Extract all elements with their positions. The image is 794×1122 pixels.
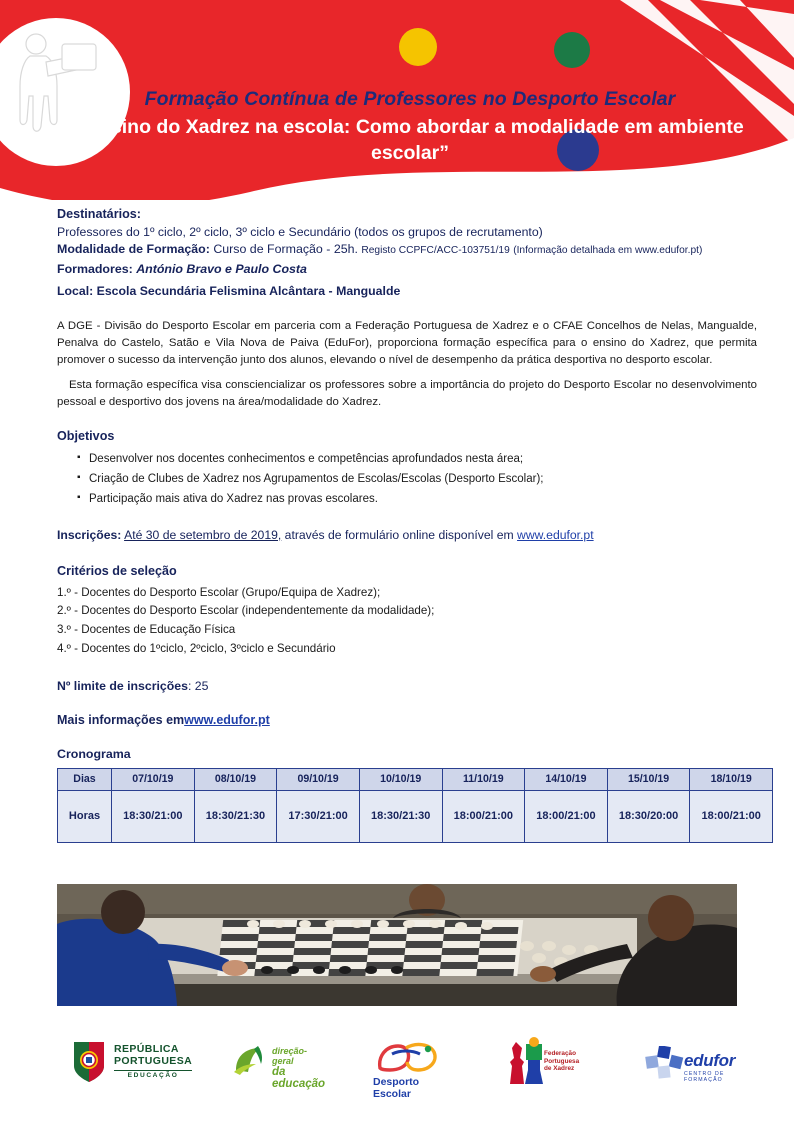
logo-edufor [644, 1046, 736, 1085]
logo-line: da educação [272, 1066, 326, 1090]
table-header-date: 10/10/19 [359, 768, 442, 790]
logo-line: de Xadrez [544, 1065, 575, 1073]
modalidade-label: Modalidade de Formação: [57, 241, 210, 256]
local-row [57, 284, 757, 298]
criterios-list [57, 584, 757, 659]
table-header-date: 18/10/19 [690, 768, 773, 790]
chess-tournament-photo [57, 884, 737, 1006]
document-body [57, 207, 761, 843]
cronograma-table [57, 768, 773, 843]
table-cell-hours: 18:00/21:00 [690, 790, 773, 842]
limite-value: : 25 [187, 678, 209, 693]
logo-direcao-geral-educacao [232, 1044, 326, 1090]
table-cell-hours: 18:30/21:00 [112, 790, 195, 842]
logo-line: EDUCAÇÃO [127, 1072, 179, 1079]
local-label: Local: [57, 283, 94, 298]
modalidade-value: Curso de Formação - 25h. [213, 241, 358, 256]
inscricoes-link[interactable]: www.edufor.pt [517, 527, 594, 542]
title-line-2: “Ensino do Xadrez na escola: Como abordar a modalidade em ambiente escolar” [76, 116, 744, 165]
cronograma-title: Cronograma [57, 746, 131, 761]
inscricoes-label: Inscrições [57, 527, 118, 542]
dge-mark-icon [232, 1044, 266, 1076]
registo-note: (Informação detalhada em www.edufor.pt) [513, 244, 703, 256]
table-cell-hours: 18:30/21:30 [359, 790, 442, 842]
list-item: ▪ Criação de Clubes de Xadrez nos Agrupamentos de Escolas/Escolas (Desporto Escolar); [77, 470, 757, 490]
list-item: 2.º - Docentes do Desporto Escolar (independentemente da modalidade); [57, 604, 435, 618]
logo-desporto-escolar [372, 1040, 444, 1100]
logo-line: REPÚBLICA [114, 1043, 179, 1055]
mais-info-label: Mais informações em [57, 712, 185, 727]
table-cell-hours: 18:00/21:00 [525, 790, 608, 842]
destinatarios-value: Professores do 1º ciclo, 2º ciclo, 3º ciclo e Secundário (todos os grupos de recrutamento) [57, 225, 543, 239]
logo-line: direção-geral [272, 1046, 308, 1066]
logo-federacao-portuguesa-xadrez [504, 1036, 580, 1093]
list-item: 4.º - Docentes do 1ºciclo, 2ºciclo, 3ºciclo e Secundário [57, 641, 336, 655]
table-header-row [58, 768, 773, 790]
limite-label: Nº limite de inscrições [57, 678, 188, 693]
inscricoes-middle: através de formulário online disponível em [284, 527, 514, 542]
logo-line: CENTRO DE FORMAÇÃO [684, 1071, 725, 1083]
mais-info-link[interactable]: www.edufor.pt [184, 712, 270, 727]
logo-line: Portuguesa [544, 1057, 580, 1065]
chess-pieces-icon [504, 1036, 548, 1088]
logo-line: edufor [684, 1051, 736, 1070]
table-header-date: 08/10/19 [194, 768, 277, 790]
objetivos-list [57, 450, 757, 509]
table-header-date: 09/10/19 [277, 768, 360, 790]
paragraph-1: A DGE - Divisão do Desporto Escolar em parceria com a Federação Portuguesa de Xadrez e o CFAE Concelhos de Nelas, Mangualde, Penalva do Castelo, Satão e Vila Nova de Paiva (EduFor), proporciona formação específica para o ensino do Xadrez, que permita promover o sucesso da intervenção junto dos alunos, elevando o nível de desempenho da prática desportiva no desporto escolar. [57, 319, 757, 367]
inscricoes-row: Inscrições: Até 30 de setembro de 2019, através de formulário online disponível em www.edufor.pt [57, 527, 594, 542]
logo-line: Desporto Escolar [373, 1076, 420, 1100]
table-header-date: 15/10/19 [607, 768, 690, 790]
objetivos-title: Objetivos [57, 429, 115, 444]
mais-info-row [57, 713, 757, 727]
logo-line: Federação [544, 1050, 576, 1057]
table-row [58, 790, 773, 842]
table-header-dias: Dias [58, 768, 112, 790]
photo-graphic [57, 884, 737, 1006]
logo-line: PORTUGUESA [114, 1055, 193, 1067]
banner-title-block [60, 88, 760, 167]
formadores-row [57, 262, 757, 276]
de-monogram-icon [372, 1040, 444, 1076]
title-line-1: Formação Contínua de Professores no Desporto Escolar [144, 88, 676, 110]
formadores-label: Formadores: [57, 261, 133, 276]
list-item: 1.º - Docentes do Desporto Escolar (Grupo/Equipa de Xadrez); [57, 585, 381, 599]
modalidade-row [57, 242, 757, 256]
criterios-title: Critérios de seleção [57, 563, 177, 578]
table-cell-hours: 17:30/21:00 [277, 790, 360, 842]
table-row-label-horas: Horas [58, 790, 112, 842]
edufor-mark-icon [644, 1046, 688, 1080]
limite-row [57, 679, 757, 693]
header-banner [0, 0, 794, 200]
logo-strip [40, 1032, 754, 1104]
formadores-value: António Bravo e Paulo Costa [136, 261, 307, 276]
shield-icon [72, 1040, 106, 1084]
registo-code: Registo CCPFC/ACC-103751/19 [361, 244, 510, 256]
list-item: ▪ Participação mais ativa do Xadrez nas provas escolares. [77, 490, 757, 510]
logo-republica-portuguesa [72, 1040, 193, 1089]
table-cell-hours: 18:00/21:00 [442, 790, 525, 842]
green-circle [554, 32, 590, 68]
list-item: 3.º - Docentes de Educação Física [57, 623, 236, 637]
list-item: ▪ Desenvolver nos docentes conhecimentos e competências aprofundados nesta área; [77, 450, 757, 470]
local-value: Escola Secundária Felismina Alcântara - Mangualde [96, 283, 401, 298]
table-header-date: 14/10/19 [525, 768, 608, 790]
destinatarios-label: Destinatários: [57, 207, 141, 221]
inscricoes-deadline: Até 30 de setembro de 2019, [124, 527, 282, 542]
paragraph-2: Esta formação específica visa consciencializar os professores sobre a importância do projeto do Desporto Escolar no desenvolvimento pessoal e desportivo dos jovens na área/modalidade do Xadrez. [57, 378, 757, 408]
table-cell-hours: 18:30/21:30 [194, 790, 277, 842]
table-header-date: 07/10/19 [112, 768, 195, 790]
yellow-circle [399, 28, 437, 66]
table-header-date: 11/10/19 [442, 768, 525, 790]
table-cell-hours: 18:30/20:00 [607, 790, 690, 842]
